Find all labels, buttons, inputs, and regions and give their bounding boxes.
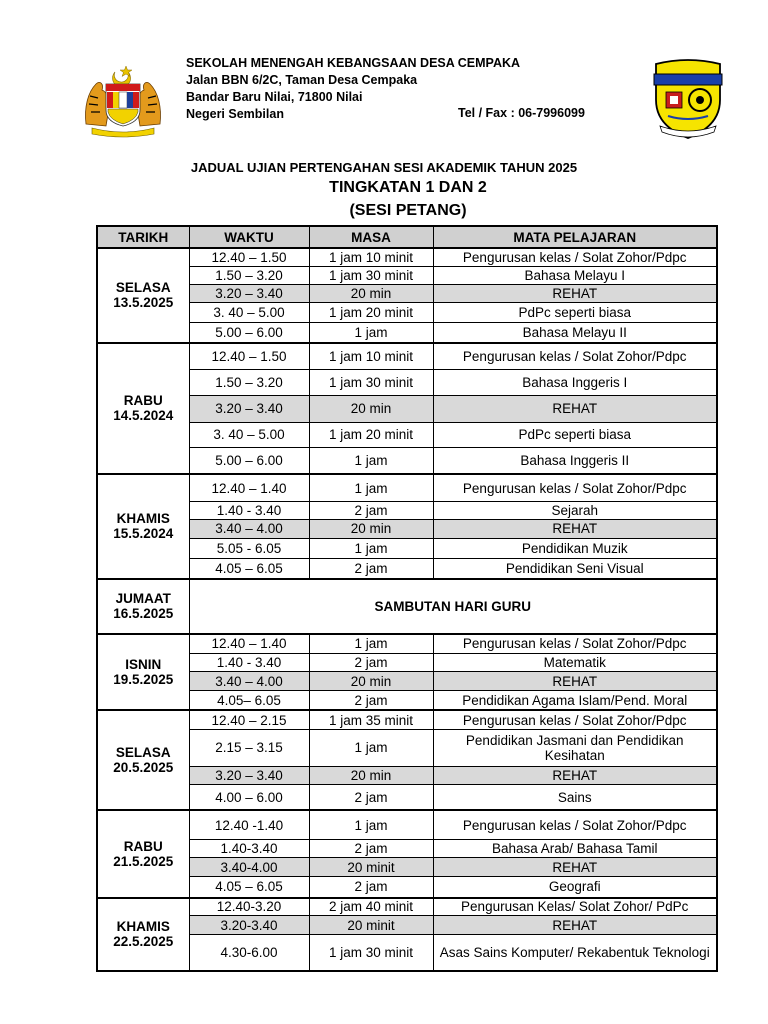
duration-cell: 2 jam <box>309 691 433 710</box>
time-cell: 12.40-3.20 <box>189 898 309 916</box>
duration-cell: 1 jam <box>309 810 433 840</box>
time-cell: 3.20-3.40 <box>189 916 309 934</box>
session-title <box>0 202 768 220</box>
duration-cell: 2 jam <box>309 785 433 810</box>
duration-cell: 1 jam 35 minit <box>309 710 433 729</box>
subject-cell: REHAT <box>433 916 717 934</box>
time-cell: 4.30-6.00 <box>189 934 309 971</box>
day-name: JUMAAT <box>115 591 171 607</box>
day-name: RABU <box>123 838 163 854</box>
table-row <box>97 898 717 916</box>
table-row <box>97 502 717 520</box>
duration-cell: 1 jam 20 minit <box>309 303 433 322</box>
time-cell: 12.40 – 1.40 <box>189 474 309 501</box>
table-row <box>97 653 717 671</box>
table-row <box>97 474 717 501</box>
duration-cell: 1 jam 20 minit <box>309 422 433 447</box>
date-cell <box>97 248 189 343</box>
subject-cell: REHAT <box>433 520 717 538</box>
time-cell: 4.05 – 6.05 <box>189 876 309 897</box>
subject-cell: Pengurusan Kelas/ Solat Zohor/ PdPc <box>433 898 717 916</box>
table-row <box>97 422 717 447</box>
table-row <box>97 322 717 342</box>
time-cell: 3.40 – 4.00 <box>189 520 309 538</box>
subject-cell: PdPc seperti biasa <box>433 303 717 322</box>
date-cell <box>97 810 189 898</box>
date-value: 20.5.2025 <box>113 760 174 776</box>
date-value: 15.5.2024 <box>113 526 174 542</box>
duration-cell: 2 jam <box>309 840 433 858</box>
subject-cell: Sejarah <box>433 502 717 520</box>
subject-cell: Geografi <box>433 876 717 897</box>
duration-cell: 2 jam <box>309 876 433 897</box>
subject-cell: Bahasa Arab/ Bahasa Tamil <box>433 840 717 858</box>
table-row <box>97 343 717 369</box>
time-cell: 1.40-3.40 <box>189 840 309 858</box>
date-value: 22.5.2025 <box>113 934 174 950</box>
time-cell: 5.05 - 6.05 <box>189 538 309 558</box>
table-row <box>97 876 717 897</box>
day-name: SELASA <box>115 280 171 296</box>
subject-cell: Pengurusan kelas / Solat Zohor/Pdpc <box>433 343 717 369</box>
date-value: 16.5.2025 <box>113 606 174 622</box>
table-row <box>97 448 717 474</box>
table-row <box>97 520 717 538</box>
header-tarikh: TARIKH <box>97 226 189 248</box>
duration-cell: 20 min <box>309 766 433 784</box>
duration-cell: 1 jam 10 minit <box>309 343 433 369</box>
header-mata-pelajaran: MATA PELAJARAN <box>433 226 717 248</box>
school-name: SEKOLAH MENENGAH KEBANGSAAN DESA CEMPAKA <box>186 56 521 70</box>
address-line-3: Negeri Sembilan <box>186 107 284 121</box>
duration-cell: 1 jam 30 minit <box>309 369 433 395</box>
time-cell: 1.50 – 3.20 <box>189 266 309 284</box>
subject-cell: REHAT <box>433 858 717 876</box>
date-cell <box>97 898 189 971</box>
time-cell: 4.05 – 6.05 <box>189 559 309 579</box>
subject-cell: Pendidikan Jasmani dan Pendidikan Kesihatan <box>433 730 717 767</box>
header-waktu: WAKTU <box>189 226 309 248</box>
address-line-2: Bandar Baru Nilai, 71800 Nilai <box>186 90 363 104</box>
duration-cell: 1 jam <box>309 730 433 767</box>
time-cell: 3.20 – 3.40 <box>189 285 309 303</box>
day-name: RABU <box>123 393 163 409</box>
duration-cell: 2 jam <box>309 653 433 671</box>
time-cell: 2.15 – 3.15 <box>189 730 309 767</box>
subject-cell: Pengurusan kelas / Solat Zohor/Pdpc <box>433 810 717 840</box>
address-line-1: Jalan BBN 6/2C, Taman Desa Cempaka <box>186 73 418 87</box>
duration-cell: 2 jam <box>309 502 433 520</box>
subject-cell: Pengurusan kelas / Solat Zohor/Pdpc <box>433 634 717 653</box>
date-cell <box>97 710 189 810</box>
duration-cell: 1 jam <box>309 474 433 501</box>
duration-cell: 2 jam <box>309 559 433 579</box>
time-cell: 3.20 – 3.40 <box>189 766 309 784</box>
duration-cell: 20 min <box>309 396 433 422</box>
date-value: 14.5.2024 <box>113 408 174 424</box>
table-row <box>97 840 717 858</box>
day-name: ISNIN <box>125 657 162 673</box>
table-row <box>97 785 717 810</box>
subject-cell: Sains <box>433 785 717 810</box>
subject-cell: Bahasa Inggeris II <box>433 448 717 474</box>
subject-cell: Pengurusan kelas / Solat Zohor/Pdpc <box>433 474 717 501</box>
table-row <box>97 730 717 767</box>
time-cell: 12.40 – 2.15 <box>189 710 309 729</box>
table-row <box>97 248 717 266</box>
table-row <box>97 916 717 934</box>
time-cell: 12.40 – 1.50 <box>189 248 309 266</box>
day-name: SELASA <box>115 745 171 761</box>
table-row <box>97 579 717 634</box>
coat-of-arms-logo <box>82 62 164 138</box>
date-cell <box>97 579 189 634</box>
time-cell: 1.40 - 3.40 <box>189 653 309 671</box>
time-cell: 3. 40 – 5.00 <box>189 303 309 322</box>
session-title-main: (SESI PETANG <box>349 202 462 219</box>
duration-cell: 1 jam 30 minit <box>309 934 433 971</box>
subject-cell: REHAT <box>433 766 717 784</box>
date-value: 21.5.2025 <box>113 853 174 869</box>
duration-cell: 1 jam <box>309 634 433 653</box>
table-body <box>97 248 717 971</box>
date-value: 19.5.2025 <box>113 672 174 688</box>
table-header-row <box>97 226 717 248</box>
day-name: KHAMIS <box>116 511 170 527</box>
table-row <box>97 691 717 710</box>
tel-fax: Tel / Fax : 06-7996099 <box>458 106 585 120</box>
duration-cell: 1 jam <box>309 538 433 558</box>
table-row <box>97 538 717 558</box>
session-title-close: ) <box>461 202 467 219</box>
table-row <box>97 858 717 876</box>
duration-cell: 20 min <box>309 672 433 691</box>
table-row <box>97 285 717 303</box>
subject-cell: Bahasa Melayu II <box>433 322 717 342</box>
time-cell: 5.00 – 6.00 <box>189 448 309 474</box>
time-cell: 3. 40 – 5.00 <box>189 422 309 447</box>
time-cell: 3.40-4.00 <box>189 858 309 876</box>
duration-cell: 1 jam 30 minit <box>309 266 433 284</box>
time-cell: 12.40 -1.40 <box>189 810 309 840</box>
time-cell: 3.40 – 4.00 <box>189 672 309 691</box>
subject-cell: Bahasa Inggeris I <box>433 369 717 395</box>
table-row <box>97 303 717 322</box>
document-title: JADUAL UJIAN PERTENGAHAN SESI AKADEMIK TAHUN 2025 <box>190 160 578 175</box>
time-cell: 12.40 – 1.40 <box>189 634 309 653</box>
subject-cell: REHAT <box>433 396 717 422</box>
duration-cell: 20 min <box>309 520 433 538</box>
table-row <box>97 766 717 784</box>
table-row <box>97 934 717 971</box>
subject-cell: REHAT <box>433 672 717 691</box>
duration-cell: 20 minit <box>309 916 433 934</box>
subject-cell: Asas Sains Komputer/ Rekabentuk Teknologi <box>433 934 717 971</box>
table-row <box>97 810 717 840</box>
exam-schedule-table <box>96 225 718 972</box>
subject-cell: REHAT <box>433 285 717 303</box>
time-cell: 1.40 - 3.40 <box>189 502 309 520</box>
header-masa: MASA <box>309 226 433 248</box>
time-cell: 5.00 – 6.00 <box>189 322 309 342</box>
table-row <box>97 559 717 579</box>
subject-cell: Matematik <box>433 653 717 671</box>
subject-cell: Bahasa Melayu I <box>433 266 717 284</box>
date-value: 13.5.2025 <box>113 295 174 311</box>
subject-cell: Pendidikan Agama Islam/Pend. Moral <box>433 691 717 710</box>
table-row <box>97 634 717 653</box>
table-row <box>97 369 717 395</box>
time-cell: 1.50 – 3.20 <box>189 369 309 395</box>
duration-cell: 2 jam 40 minit <box>309 898 433 916</box>
table-row <box>97 672 717 691</box>
date-cell <box>97 343 189 474</box>
time-cell: 12.40 – 1.50 <box>189 343 309 369</box>
event-cell: SAMBUTAN HARI GURU <box>189 579 717 634</box>
school-crest-logo <box>648 56 728 140</box>
subject-cell: Pendidikan Muzik <box>433 538 717 558</box>
day-name: KHAMIS <box>116 919 170 935</box>
time-cell: 4.00 – 6.00 <box>189 785 309 810</box>
table-row <box>97 710 717 729</box>
time-cell: 4.05– 6.05 <box>189 691 309 710</box>
date-cell <box>97 474 189 579</box>
duration-cell: 1 jam <box>309 448 433 474</box>
form-level-title: TINGKATAN 1 DAN 2 <box>329 179 487 196</box>
subject-cell: Pengurusan kelas / Solat Zohor/Pdpc <box>433 710 717 729</box>
subject-cell: PdPc seperti biasa <box>433 422 717 447</box>
duration-cell: 20 minit <box>309 858 433 876</box>
table-row <box>97 266 717 284</box>
subject-cell: Pendidikan Seni Visual <box>433 559 717 579</box>
time-cell: 3.20 – 3.40 <box>189 396 309 422</box>
subject-cell: Pengurusan kelas / Solat Zohor/Pdpc <box>433 248 717 266</box>
date-cell <box>97 634 189 710</box>
duration-cell: 1 jam 10 minit <box>309 248 433 266</box>
duration-cell: 20 min <box>309 285 433 303</box>
duration-cell: 1 jam <box>309 322 433 342</box>
table-row <box>97 396 717 422</box>
